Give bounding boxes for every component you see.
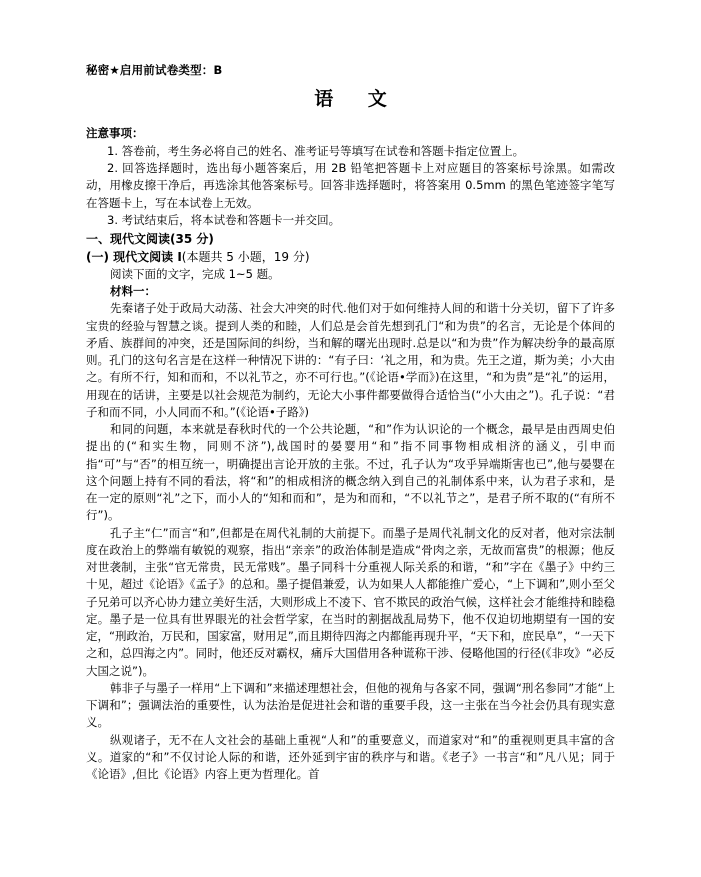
notice-item: 2. 回答选择题时，选出每小题答案后，用 2B 铅笔把答题卡上对应题目的答案标号涂黑。如需改动，用橡皮擦干净后，再选涂其他答案标号。回答非选择题时，将答案用 0.5mm 的黑色笔迹签字笔写在答题卡上，写在本试卷上无效。 [86, 161, 615, 210]
passage-paragraph: 纵观诸子，无不在人文社会的基础上重视“人和”的重要意义，而道家对“和”的重视则更具丰富的含义。道家的“和”不仅讨论人际的和谐，还外延到宇宙的秩序与和谐。《老子》一书言“和”凡八见；同于《论语》,但比《论语》内容上更为哲理化。首 [86, 732, 615, 782]
notice-item: 1. 答卷前，考生务必将自己的姓名、准考证号等填写在试卷和答题卡指定位置上。 [107, 144, 525, 158]
notice-list [86, 143, 615, 229]
secrecy-header: 秘密★启用前试卷类型：B [86, 63, 223, 77]
material-label: 材料一： [110, 284, 156, 299]
section-heading-modern-reading: 一、现代文阅读(35 分) [86, 232, 214, 247]
notice-heading: 注意事项： [86, 126, 144, 140]
subsection-heading-reading-one [86, 249, 615, 267]
notice-item: 3. 考试结束后，将本试卷和答题卡一并交回。 [107, 212, 341, 227]
passage-paragraph: 和同的问题，本来就是春秋时代的一个公共论题，“和”作为认识论的一个概念，最早是由西周史伯提出的(“和实生物，同则不济”),战国时的晏婴用“和”指不同事物相成相济的涵义，引申而指“可”与“否”的相互统一，明确提出言论开放的主张。不过，孔子认为“攻乎异端斯害也已”,他与晏婴在这个问题上持有不同的看法，将“和”的相成相济的概念纳入到自己的礼制体系中来，认为君子求和，是在一定的原则“礼”之下，而小人的“知和而和”，是为和而和，“不以礼节之”，是君子所不取的(“有所不行”)。 [86, 422, 615, 523]
passage-paragraph: 韩非子与墨子一样用“上下调和”来描述理想社会，但他的视角与各家不同，强调“刑名参同”才能“上下调和”；强调法治的重要性，认为法治是促进社会和谐的重要手段，这一主张在当今社会仍具有现实意义。 [86, 680, 615, 730]
subsection-heading-normal: (本题共 5 小题，19 分) [181, 249, 310, 264]
passage-paragraph: 先秦诸子处于政局大动荡、社会大冲突的时代.他们对于如何维持人间的和谐十分关切，留下了许多宝贵的经验与智慧之谈。提到人类的和睦，人们总是会首先想到孔门“和为贵”的名言，无论是个体间的矛盾、族群间的冲突，还是国际间的纠纷，当和解的曙光出现时.总是以“和为贵”作为解决纷争的最高原则。孔门的这句名言是在这样一种情况下讲的：“有子曰：‘礼之用，和为贵。先王之道，斯为美；小大由之。有所不行，知和而和，不以礼节之，亦不可行也。”(《论语•学而》)在这里，“和为贵”是“礼”的运用，用现在的话讲，主要是以社会规范为制约，无论大小事件都要做得合适恰当(“小大由之”)。孔子说：“君子和而不同，小人同而不和。”(《论语•子路》) [86, 301, 615, 419]
reading-instruction: 阅读下面的文字，完成 1~5 题。 [110, 267, 280, 282]
subsection-heading-bold: (一) 现代文阅读 I [86, 249, 182, 264]
page-title: 语 文 [314, 88, 401, 110]
passage-paragraph: 孔子主“仁”而言“和”,但都是在周代礼制的大前提下。而墨子是周代礼制文化的反对者，他对宗法制度在政治上的弊端有敏锐的观察，指出“亲亲”的政治体制是造成“骨肉之亲，无故而富贵”的根源；他反对世袭制，主张“官无常贵，民无常贱”。墨子同科十分重视人际关系的和谐，“和”字在《墨子》中约三十见，超过《论语》《孟子》的总和。墨子提倡兼爱，认为如果人人都能推广爱心，“上下调和”,则小至父子兄弟可以齐心协力建立美好生活，大则形成上不凌下、官不欺民的政治气候，这样社会才能维持和睦稳定。墨子是一位具有世界眼光的社会哲学家，在当时的割据战乱局势下，他不仅迫切地期望有一国的安定，“刑政治，万民和，国家富，财用足”,而且期待四海之内都能再现升平，“天下和，庶民阜”，“一天下之和，总四海之内”。同时，他还反对霸权，痛斥大国借用各种谎称干涉、侵略他国的行径(《非攻》“必反大国之说”)。 [86, 525, 615, 678]
